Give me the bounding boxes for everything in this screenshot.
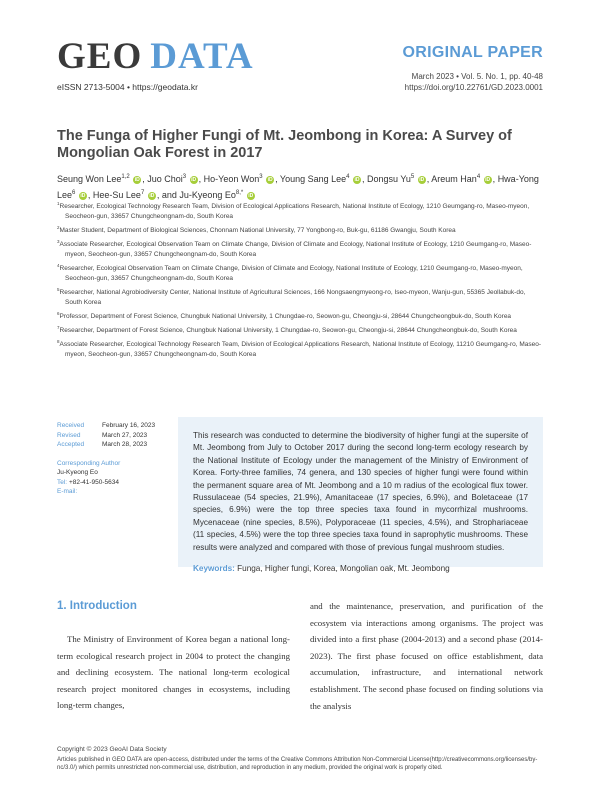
- affiliation-number: 2: [57, 224, 60, 230]
- author-name: Hee-Su Lee: [92, 190, 141, 200]
- author-name: Ju-Kyeong Eo: [179, 190, 236, 200]
- affiliation-text: Researcher, Ecological Observation Team on Climate Change, Division of Climate and Ecology, National Institute of Ecology, 1210 Geumgang-ro, Maseo-myeon, Seocheon-gun, 33657 Chungcheongnam-do, South Korea: [59, 265, 523, 282]
- orcid-icon[interactable]: iD: [134, 176, 140, 183]
- author-separator: ,: [492, 174, 498, 184]
- revised-row: [57, 431, 167, 441]
- intro-left-column: The Ministry of Environment of Korea began a national long-term ecological research project in 2004 to protect the changing and declining ecosystem. The national long-term ecological research project monitored changes in ecosystems, including long-term changes,: [57, 634, 290, 711]
- paper-type: ORIGINAL PAPER: [402, 44, 543, 61]
- author-and: and: [161, 190, 180, 200]
- orcid-icon[interactable]: iD: [267, 176, 273, 183]
- accepted-row: [57, 440, 167, 450]
- paper-title: The Funga of Higher Fungi of Mt. Jeombong in Korea: A Survey of Mongolian Oak Forest in 2017: [57, 128, 512, 161]
- author-affiliation-sup: 5: [410, 174, 415, 180]
- section-heading-introduction: 1. Introduction: [57, 600, 137, 612]
- affiliation-item: [57, 285, 543, 307]
- author-separator: ,: [426, 174, 432, 184]
- author-affiliation-sup: 4: [346, 174, 350, 180]
- orcid-icon[interactable]: iD: [248, 192, 254, 199]
- keywords-label: Keywords:: [193, 564, 235, 574]
- received-row: [57, 421, 167, 431]
- affiliation-item: [57, 309, 543, 322]
- author-name: Seung Won Lee: [57, 174, 122, 184]
- corresponding-label: Corresponding Author: [57, 459, 121, 467]
- affiliation-item: [57, 223, 543, 236]
- affiliation-text: Master Student, Department of Biological Sciences, Chonnam National University, 77 Yongbong-ro, Buk-gu, 61186 Gwangju, South Korea: [59, 227, 456, 234]
- affiliation-list: [57, 199, 543, 361]
- author-separator: ,: [142, 174, 148, 184]
- issn-line: eISSN 2713-5004 • https://geodata.kr: [57, 82, 198, 92]
- intro-right-column: and the maintenance, preservation, and purification of the ecosystem via interactions among organisms. The project was divided into a first phase (2004-2013) and a second phase (2014-2023). The first phase focused on office establishment, data accumulation, infrastructure, and international network establishment. The second phase focused on finding solutions via the analysis: [310, 601, 543, 711]
- author-name: Young Sang Lee: [279, 174, 347, 184]
- affiliation-item: [57, 237, 543, 259]
- affiliation-number: 1: [57, 201, 60, 206]
- affiliation-text: Researcher, Department of Forest Science, Chungbuk National University, 1 Chungdae-ro, Seowon-gu, Cheongju-si, 28644 Chungcheongbuk-do, South Korea: [59, 327, 517, 335]
- author-name: Ho-Yeon Won: [203, 174, 260, 184]
- citation-doi[interactable]: https://doi.org/10.22761/GD.2023.0001: [404, 83, 543, 92]
- journal-logo: [57, 38, 254, 75]
- accepted-label: Accepted: [57, 441, 85, 448]
- affiliation-item: [57, 337, 543, 359]
- affiliation-number: 4: [57, 262, 60, 268]
- abstract-text: This research was conducted to determine the biodiversity of higher fungi at the supersite of Mt. Jeombong from July to October 2017 during the second long-term ecology research by the National Institute of Ecology under the management of the Ministry of Environment of Korea. Forty-three families, 74 genera, and 130 species of higher fungi were found within the permanent square area of Mt. Jeombong and a 10 m radius of the ecological flux tower. Russulaceae (54 species, 21.9%), Amanitaceae (17 species, 6.9%), and Boletaceae (17 species, 6.9%) were the top three species taxa found in mycorrhizal mushrooms. Mycenaceae (nine species, 8.5%), Polyporaceae (11 species, 4.5%), and Strophariaceae (11 species, 4.5%) were the top three species taxa found in saprophytic mushrooms. These results were analyzed and compared with those of previous fungal mushroom studies.: [193, 431, 528, 552]
- copyright-line: Copyright © 2023 GeoAI Data Society: [57, 746, 167, 753]
- tel-label: Tel:: [57, 478, 68, 486]
- affiliation-number: 7: [57, 324, 60, 330]
- author-name: Dongsu Yu: [367, 174, 411, 184]
- author-affiliation-sup: 4: [476, 174, 481, 180]
- affiliation-number: 6: [57, 310, 60, 316]
- author-separator: ,: [362, 174, 368, 184]
- revised-label: Revised: [57, 431, 81, 439]
- author-name: Hwa-Yong Lee: [57, 174, 539, 200]
- received-date: February 16, 2023: [102, 422, 156, 429]
- keywords-value: Funga, Higher fungi, Korea, Mongolian oak, Mt. Jeombong: [237, 564, 450, 574]
- orcid-icon[interactable]: iD: [354, 176, 360, 183]
- email-label: E-mail:: [57, 488, 78, 495]
- tel-value: +82-41-950-5634: [68, 478, 119, 486]
- author-affiliation-sup: 3: [182, 174, 187, 180]
- author-separator: ,: [156, 190, 162, 200]
- received-label: Received: [57, 422, 85, 429]
- author-separator: ,: [275, 174, 280, 184]
- author-separator: ,: [198, 174, 204, 184]
- affiliation-number: 8: [57, 339, 60, 345]
- orcid-icon[interactable]: iD: [419, 176, 425, 183]
- orcid-icon[interactable]: iD: [149, 192, 155, 199]
- keywords-line: [193, 563, 528, 575]
- orcid-icon[interactable]: iD: [485, 176, 491, 183]
- affiliation-text: Researcher, Ecological Technology Research Team, Division of Ecological Applications Research, National Institute of Ecology, 1210 Geumgang-ro, Maseo-myeon, Seocheon-gun, 33657 Chungcheongnam-do, South Korea: [59, 203, 530, 220]
- author-affiliation-sup: 7: [140, 190, 145, 196]
- page-footer: [57, 746, 543, 772]
- author-separator: ,: [87, 190, 93, 200]
- affiliation-text: Researcher, National Agrobiodiversity Center, National Institute of Agricultural Sciences, 166 Nongsaengmyeong-ro, Iseo-myeon, Wanju-gun, 55365 Jeollabuk-do, South Korea: [59, 288, 526, 306]
- orcid-icon[interactable]: iD: [191, 176, 197, 183]
- author-list: [57, 170, 543, 202]
- article-meta: [57, 421, 167, 497]
- author-affiliation-sup: 6: [72, 190, 76, 196]
- author-name: Areum Han: [431, 174, 477, 184]
- logo-data: DATA: [150, 36, 254, 77]
- affiliation-number: 3: [57, 239, 60, 245]
- affiliation-item: [57, 261, 543, 283]
- author-affiliation-sup: 8,*: [235, 190, 244, 196]
- logo-geo: GEO: [57, 36, 143, 77]
- accepted-date: March 28, 2023: [102, 441, 148, 448]
- citation-info: [405, 71, 543, 93]
- author-name: Juo Choi: [147, 174, 183, 184]
- author-affiliation-sup: 1,2: [121, 174, 130, 180]
- corresponding-tel: [57, 478, 167, 488]
- affiliation-text: Associate Researcher, Ecological Technology Research Team, Division of Ecological Applications Research, National Institute of Ecology, 11210 Geumgang-ro, Maseo-myeon, Seocheon-gun, 33657 Chungcheongnam-do, South Korea: [59, 341, 542, 358]
- affiliation-text: Associate Researcher, Ecological Observation Team on Climate Change, Division of Climate and Ecology, National Institute of Ecology, 1210 Geumgang-ro, Maseo-myeon, Seocheon-gun, 33657 Chungcheongnam-do, South Korea: [59, 241, 532, 258]
- affiliation-number: 5: [57, 286, 60, 292]
- affiliation-text: Professor, Department of Forest Science, Chungbuk National University, 1 Chungdae-ro, Seowon-gu, Cheongju-si, 28644 Chungcheongbuk-do, South Korea: [59, 312, 512, 320]
- author-affiliation-sup: 3: [259, 174, 263, 180]
- license-text: Articles published in GEO DATA are open-access, distributed under the terms of the Creative Commons Attribution Non-Commercial License(http://creativecommons.org/licenses/by-nc/3.0/) which permits unrestricted non-commercial use, distribution, and reproduction in any medium, provided the original work is properly cited.: [57, 757, 538, 771]
- citation-volume: March 2023 • Vol. 5. No. 1, pp. 40-48: [411, 72, 543, 81]
- abstract-box: [178, 417, 543, 574]
- affiliation-item: [57, 199, 543, 221]
- orcid-icon[interactable]: iD: [80, 192, 86, 199]
- corresponding-name: Ju-Kyeong Eo: [57, 469, 98, 476]
- revised-date: March 27, 2023: [102, 431, 148, 439]
- affiliation-item: [57, 323, 543, 336]
